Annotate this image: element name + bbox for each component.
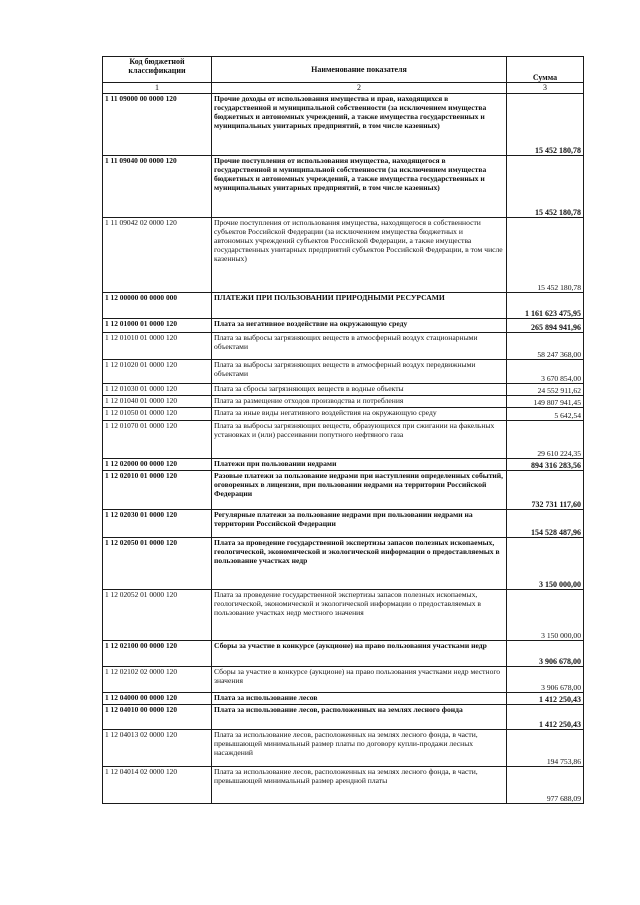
row-amount: 977 688,09 [507,767,584,804]
budget-table-page [102,56,583,804]
row-name: Плата за выбросы загрязняющих веществ, образующихся при сжигании на факельных установках и (или) рассеивании попутного нефтяного газа [212,421,507,459]
row-amount: 732 731 117,60 [507,471,584,510]
row-amount: 15 452 180,78 [507,94,584,156]
table-row [103,319,584,333]
row-amount: 29 610 224,35 [507,421,584,459]
row-amount: 3 906 678,00 [507,641,584,667]
table-header-row [103,57,584,83]
row-amount: 194 753,86 [507,730,584,767]
row-code: 1 11 09042 02 0000 120 [103,218,212,293]
table-row [103,421,584,459]
row-code: 1 12 02030 01 0000 120 [103,510,212,538]
table-row [103,471,584,510]
row-code: 1 12 04014 02 0000 120 [103,767,212,804]
row-code: 1 12 01010 01 0000 120 [103,333,212,360]
table-row [103,641,584,667]
row-code: 1 12 02052 01 0000 120 [103,590,212,641]
row-code: 1 12 01040 01 0000 120 [103,396,212,408]
table-body [103,94,584,804]
row-code: 1 12 00000 00 0000 000 [103,293,212,319]
table-row [103,538,584,590]
row-name: Плата за проведение государственной экспертизы запасов полезных ископаемых, геологической, экономической и экологической информации о предоставляемых в пользование участках недр [212,538,507,590]
row-code: 1 11 09040 00 0000 120 [103,156,212,218]
table-row [103,705,584,730]
row-name: Плата за использование лесов, расположенных на землях лесного фонда, в части, превышающей минимальный размер платы по договору купли-продажи лесных насаждений [212,730,507,767]
budget-table [102,56,584,804]
column-number-1: 1 [103,83,212,94]
row-amount: 265 894 941,96 [507,319,584,333]
row-name: Регулярные платежи за пользование недрами при пользовании недрами на территории Российской Федерации [212,510,507,538]
row-name: Прочие поступления от использования имущества, находящегося в собственности субъектов Российской Федерации (за исключением имущества бюджетных и автономных учреждений субъектов Российской Федерации, а также имущества государственных унитарных предприятий субъектов Российской Федерации, в том числе казенных) [212,218,507,293]
row-name: Плата за выбросы загрязняющих веществ в атмосферный воздух передвижными объектами [212,360,507,384]
row-amount: 24 552 911,62 [507,384,584,396]
row-amount: 3 150 000,00 [507,590,584,641]
row-amount: 1 412 250,43 [507,705,584,730]
table-row [103,590,584,641]
table-row [103,408,584,421]
table-row [103,94,584,156]
table-row [103,693,584,705]
row-code: 1 11 09000 00 0000 120 [103,94,212,156]
row-name: ПЛАТЕЖИ ПРИ ПОЛЬЗОВАНИИ ПРИРОДНЫМИ РЕСУРСАМИ [212,293,507,319]
header-sum: Сумма [507,57,584,83]
row-name: Плата за иные виды негативного воздействия на окружающую среду [212,408,507,421]
header-code: Код бюджетной классификации [103,57,212,83]
row-name: Плата за сбросы загрязняющих веществ в водные объекты [212,384,507,396]
table-row [103,459,584,471]
row-code: 1 12 01020 01 0000 120 [103,360,212,384]
column-number-2: 2 [212,83,507,94]
row-code: 1 12 04010 00 0000 120 [103,705,212,730]
row-name: Плата за использование лесов [212,693,507,705]
row-name: Плата за размещение отходов производства и потребления [212,396,507,408]
row-name: Плата за негативное воздействие на окружающую среду [212,319,507,333]
table-row [103,156,584,218]
row-amount: 3 150 000,00 [507,538,584,590]
row-amount: 1 412 250,43 [507,693,584,705]
row-name: Разовые платежи за пользование недрами при наступлении определенных событий, оговоренных в лицензии, при пользовании недрами на территории Российской Федерации [212,471,507,510]
row-code: 1 12 01000 01 0000 120 [103,319,212,333]
table-row [103,293,584,319]
table-row [103,218,584,293]
row-name: Плата за использование лесов, расположенных на землях лесного фонда, в части, превышающей минимальный размер арендной платы [212,767,507,804]
table-row [103,360,584,384]
row-name: Плата за проведение государственной экспертизы запасов полезных ископаемых, геологической, экономической и экологической информации о предоставляемых в пользование участках недр местного значения [212,590,507,641]
row-amount: 3 906 678,00 [507,667,584,693]
header-name: Наименование показателя [212,57,507,83]
row-amount: 154 528 487,96 [507,510,584,538]
row-amount: 15 452 180,78 [507,218,584,293]
row-name: Прочие доходы от использования имущества и прав, находящихся в государственной и муниципальной собственности (за исключением имущества бюджетных и автономных учреждений, а также имущества государственных и муниципальных унитарных предприятий, в том числе казенных) [212,94,507,156]
row-amount: 1 161 623 475,95 [507,293,584,319]
table-row [103,767,584,804]
table-row [103,510,584,538]
row-amount: 3 670 854,00 [507,360,584,384]
row-name: Плата за использование лесов, расположенных на землях лесного фонда [212,705,507,730]
row-code: 1 12 04000 00 0000 120 [103,693,212,705]
row-name: Прочие поступления от использования имущества, находящегося в государственной и муниципальной собственности (за исключением имущества бюджетных и автономных учреждений, а также имущества государственных и муниципальных унитарных предприятий, в том числе казенных) [212,156,507,218]
table-row [103,333,584,360]
table-row [103,396,584,408]
row-code: 1 12 02100 00 0000 120 [103,641,212,667]
column-number-row [103,83,584,94]
row-amount: 58 247 368,00 [507,333,584,360]
row-amount: 149 807 941,45 [507,396,584,408]
table-row [103,730,584,767]
row-code: 1 12 02050 01 0000 120 [103,538,212,590]
row-amount: 15 452 180,78 [507,156,584,218]
row-code: 1 12 01070 01 0000 120 [103,421,212,459]
row-code: 1 12 01030 01 0000 120 [103,384,212,396]
table-row [103,667,584,693]
row-name: Сборы за участие в конкурсе (аукционе) на право пользования участками недр [212,641,507,667]
row-code: 1 12 02102 02 0000 120 [103,667,212,693]
table-row [103,384,584,396]
row-name: Плата за выбросы загрязняющих веществ в атмосферный воздух стационарными объектами [212,333,507,360]
row-code: 1 12 02010 01 0000 120 [103,471,212,510]
row-code: 1 12 04013 02 0000 120 [103,730,212,767]
row-name: Платежи при пользовании недрами [212,459,507,471]
column-number-3: 3 [507,83,584,94]
row-amount: 894 316 283,56 [507,459,584,471]
row-name: Сборы за участие в конкурсе (аукционе) на право пользования участками недр местного значения [212,667,507,693]
row-code: 1 12 02000 00 0000 120 [103,459,212,471]
row-code: 1 12 01050 01 0000 120 [103,408,212,421]
row-amount: 5 642,54 [507,408,584,421]
